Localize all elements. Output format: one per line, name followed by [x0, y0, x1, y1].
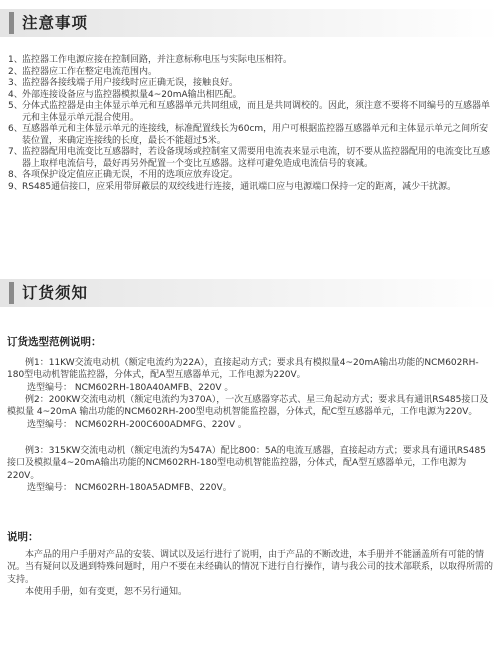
- notes-list: [8, 55, 496, 193]
- section-title: 订货须知: [22, 284, 89, 302]
- order-example-3: [7, 445, 493, 495]
- order-example-2: [7, 394, 493, 431]
- section-marker: [9, 12, 14, 34]
- model-number: 选型编号： NCM602RH-180A40AMFB、220V 。: [27, 382, 234, 393]
- item-text: 外部连接设备应与监控器模拟量4~20mA输出相匹配。: [22, 89, 242, 100]
- list-item: [8, 67, 496, 79]
- order-example-heading: 订货选型范例说明：: [7, 336, 102, 348]
- list-item: [8, 124, 496, 147]
- item-number: 3、: [8, 78, 23, 88]
- example-text: 例3：315KW交流电动机（额定电流约为547A）配比800：5A的电流互感器，直接起动方式；要求具有通讯RS485接口及模拟量4~20mA输出功能的NCM602RH-180型电动机智能监控器，分体式，配A型互感器单元，工作电源为220V。: [7, 446, 486, 481]
- description-paragraph: 本使用手册，如有变更，恕不另行通知。: [25, 587, 188, 598]
- list-item: [8, 78, 496, 90]
- item-text: 监控器应工作在整定电流范围内。: [22, 66, 158, 77]
- item-text: RS485通信接口，应采用带屏蔽层的双绞线进行连接，通讯端口应与电源端口保持一定的距离，减少干扰源。: [22, 181, 457, 192]
- list-item: [8, 182, 496, 194]
- item-number: 9、: [8, 181, 23, 192]
- item-number: 6、: [8, 124, 23, 134]
- model-number: 选型编号： NCM602RH-180A5ADMFB、220V。: [27, 483, 232, 494]
- list-item: [8, 101, 496, 124]
- description-body: [7, 549, 493, 599]
- order-example-1: [7, 357, 493, 394]
- list-item: [8, 90, 496, 102]
- item-number: 7、: [8, 147, 23, 157]
- description-heading: 说明：: [7, 531, 39, 543]
- item-number: 5、: [8, 101, 23, 111]
- model-number: 选型编号： NCM602RH-200C600ADMFG、220V 。: [27, 419, 247, 430]
- section-header-notes: [0, 9, 500, 37]
- example-text: 例1：11KW交流电动机（额定电流约为22A），直接起动方式；要求具有模拟量4~20mA输出功能的NCM602RH-180型电动机智能监控器，分体式，配A型互感器单元，工作电源为220V。: [7, 358, 479, 381]
- list-item: [8, 147, 496, 170]
- item-text: 监控器各接线端子用户接线时应正确无误，接触良好。: [22, 78, 239, 88]
- item-text: 分体式监控器是由主体显示单元和互感器单元共同组成，而且是共同调校的。因此，须注意不要将不同编号的互感器单元和主体显示单元混合使用。: [22, 101, 491, 123]
- example-text: 例2：200KW交流电动机（额定电流约为370A），一次互感器穿芯式、星三角起动方式；要求具有通讯RS485接口及模拟量 4~20mA 输出功能的NCM602RH-200型电动机智能监控器，分体式，配C型互感器单元，工作电源为220V。: [7, 395, 489, 418]
- item-text: 互感器单元和主体显示单元的连接线，标准配置线长为60cm，用户可根据监控器互感器单元和主体显示单元之间所安装位置，来确定连接线的长度，最长不能超过5米。: [22, 124, 489, 146]
- section-title: 注意事项: [22, 14, 89, 32]
- item-text: 监控器配用电流变比互感器时，若设备现场或控制室又需要用电流表来显示电流，切不要从监控器配用的电流变比互感器上取样电流信号，最好再另外配置一个变比互感器。这样可避免造成电流信号的衰减。: [22, 147, 491, 169]
- section-marker: [9, 282, 14, 304]
- item-number: 8、: [8, 170, 23, 180]
- section-header-ordering: [0, 279, 500, 307]
- item-number: 1、: [8, 55, 23, 65]
- item-text: 监控器工作电源应接在控制回路，并注意标称电压与实际电压相符。: [22, 55, 293, 65]
- item-number: 4、: [8, 89, 23, 100]
- item-number: 2、: [8, 66, 23, 77]
- list-item: [8, 170, 496, 182]
- item-text: 各项保护设定值应正确无误，不用的选项应放弃设定。: [22, 170, 239, 180]
- list-item: [8, 55, 496, 67]
- description-paragraph: 本产品的用户手册对产品的安装、调试以及运行进行了说明，由于产品的不断改进，本手册并不能涵盖所有可能的情况。当有疑问以及遇到特殊问题时，用户不要在未经确认的情况下进行自行操作，请与我公司的技术部联系，以取得所需的支持。: [7, 550, 494, 585]
